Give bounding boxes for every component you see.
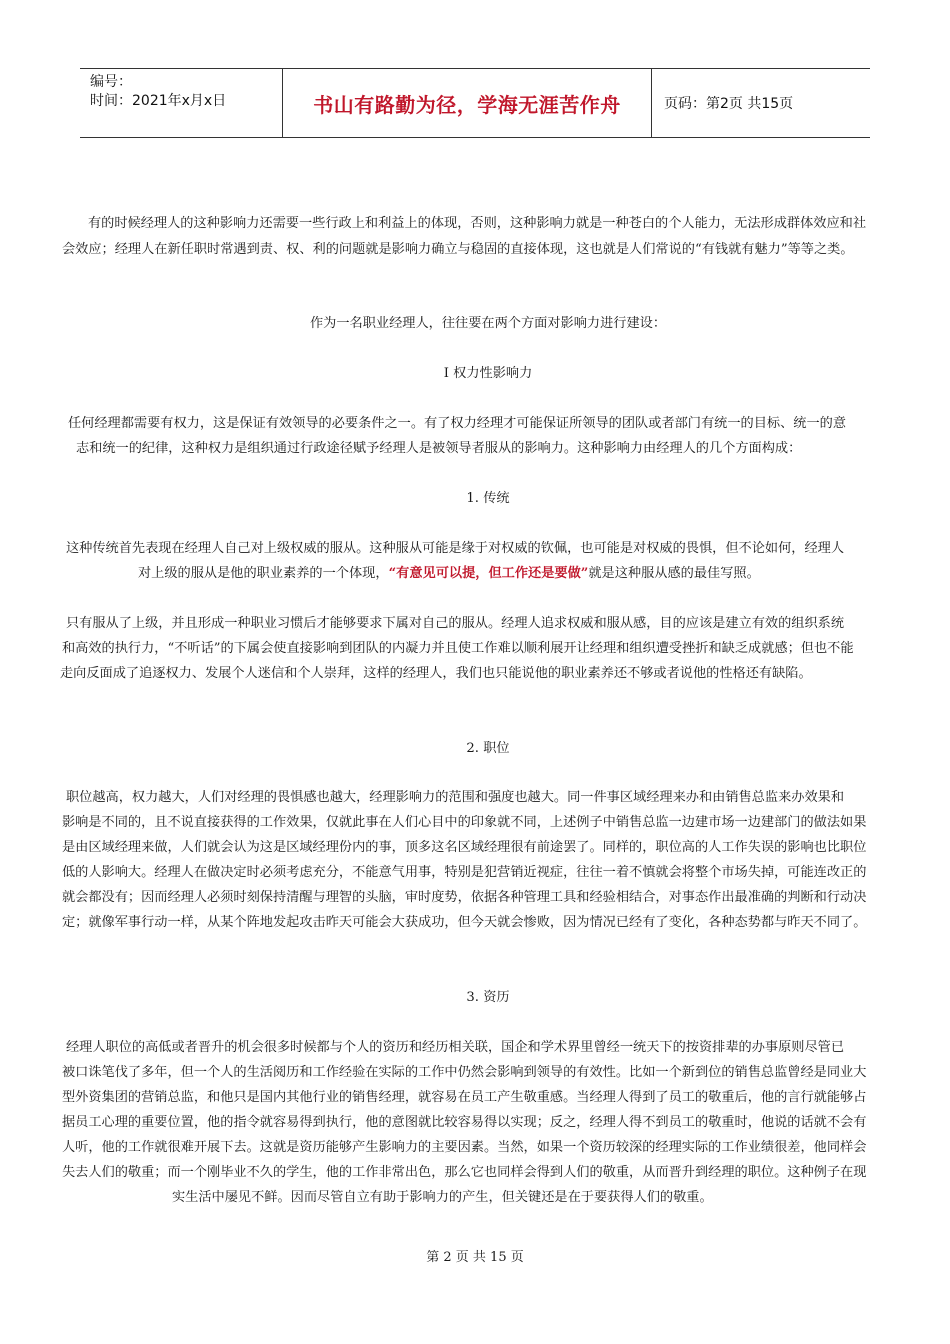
paragraph-line: 是由区域经理来做，人们就会认为这是区域经理份内的事，顶多这名区域经理很有前途罢了。同样的，职位高的人工作失误的影响也比职位 bbox=[62, 840, 867, 855]
subsection-heading: 3. 资历 bbox=[466, 990, 510, 1005]
section-heading: Ⅰ 权力性影响力 bbox=[443, 366, 533, 381]
paragraph-line: 有的时候经理人的这种影响力还需要一些行政上和利益上的体现，否则，这种影响力就是一种苍白的个人能力，无法形成群体效应和社 bbox=[88, 216, 867, 231]
paragraph-line: 影响是不同的，且不说直接获得的工作效果，仅就此事在人们心目中的印象就不同，上述例子中销售总监一边建市场一边建部门的做法如果 bbox=[62, 815, 867, 830]
time-label: 时间：2021年x月x日 bbox=[90, 93, 227, 109]
header-meta bbox=[80, 69, 282, 137]
text-run: 对上级的服从是他的职业素养的一个体现， bbox=[138, 566, 389, 581]
paragraph-line: 和高效的执行力，“不听话”的下属会使直接影响到团队的内凝力并且使工作难以顺利展开让经理和组织遭受挫折和缺乏成就感；但也不能 bbox=[62, 641, 854, 656]
subsection-heading: 2. 职位 bbox=[466, 741, 510, 756]
motto-text: 书山有路勤为径，学海无涯苦作舟 bbox=[313, 92, 621, 117]
paragraph-line: 会效应；经理人在新任职时常遇到责、权、利的问题就是影响力确立与稳固的直接体现，这也就是人们常说的“有钱就有魅力”等等之类。 bbox=[62, 242, 854, 257]
paragraph-line: 低的人影响大。经理人在做决定时必须考虑充分，不能意气用事，特别是犯营销近视症，往往一着不慎就会将整个市场失掉，可能连改正的 bbox=[62, 865, 867, 880]
text-run: 就是这种服从感的最佳写照。 bbox=[588, 566, 760, 581]
header-motto-cell bbox=[282, 69, 652, 137]
number-label: 编号： bbox=[90, 74, 132, 90]
paragraph-line: 任何经理都需要有权力，这是保证有效领导的必要条件之一。有了权力经理才可能保证所领导的团队或者部门有统一的目标、统一的意 bbox=[68, 416, 847, 431]
paragraph-line: 失去人们的敬重；而一个刚毕业不久的学生，他的工作非常出色，那么它也同样会得到人们的敬重，从而晋升到经理的职位。这种例子在现 bbox=[62, 1165, 867, 1180]
page-info: 页码：第2页 共15页 bbox=[664, 96, 794, 112]
paragraph-line: 职位越高，权力越大，人们对经理的畏惧感也越大，经理影响力的范围和强度也越大。同一件事区域经理来办和由销售总监来办效果和 bbox=[66, 790, 845, 805]
paragraph-line: 据员工心理的重要位置，他的指令就容易得到执行，他的意图就比较容易得以实现；反之，经理人得不到员工的敬重时，他说的话就不会有 bbox=[62, 1115, 867, 1130]
paragraph-line: 经理人职位的高低或者晋升的机会很多时候都与个人的资历和经历相关联，国企和学术界里曾经一统天下的按资排辈的办事原则尽管已 bbox=[66, 1040, 845, 1055]
subsection-heading: 1. 传统 bbox=[466, 491, 510, 506]
paragraph-line bbox=[62, 562, 914, 586]
paragraph-line: 型外资集团的营销总监，和他只是国内其他行业的销售经理，就容易在员工产生敬重感。当经理人得到了员工的敬重后，他的言行就能够占 bbox=[62, 1090, 867, 1105]
paragraph-line: 实生活中屡见不鲜。因而尽管自立有助于影响力的产生，但关键还是在于要获得人们的敬重。 bbox=[172, 1190, 713, 1205]
paragraph-line: 被口诛笔伐了多年，但一个人的生活阅历和工作经验在实际的工作中仍然会影响到领导的有效性。比如一个新到位的销售总监曾经是同业大 bbox=[62, 1065, 867, 1080]
intro-line: 作为一名职业经理人，往往要在两个方面对影响力进行建设： bbox=[309, 316, 667, 331]
paragraph-line: 这种传统首先表现在经理人自己对上级权威的服从。这种服从可能是缘于对权威的钦佩，也可能是对权威的畏惧，但不论如何，经理人 bbox=[66, 541, 845, 556]
paragraph-line: 志和统一的纪律，这种权力是组织通过行政途径赋予经理人是被领导者服从的影响力。这种影响力由经理人的几个方面构成： bbox=[76, 441, 802, 456]
paragraph-line: 只有服从了上级，并且形成一种职业习惯后才能够要求下属对自己的服从。经理人追求权威和服从感，目的应该是建立有效的组织系统 bbox=[66, 616, 845, 631]
page-header bbox=[80, 68, 870, 138]
paragraph-line: 定；就像军事行动一样，从某个阵地发起攻击昨天可能会大获成功，但今天就会惨败，因为情况已经有了变化，各种态势都与昨天不同了。 bbox=[62, 915, 867, 930]
paragraph-line: 走向反面成了追逐权力、发展个人迷信和个人崇拜，这样的经理人，我们也只能说他的职业素养还不够或者说他的性格还有缺陷。 bbox=[60, 666, 812, 681]
paragraph-line: 就会都没有；因而经理人必须时刻保持清醒与理智的头脑，审时度势，依据各种管理工具和经验相结合，对事态作出最准确的判断和行动决 bbox=[62, 890, 867, 905]
paragraph-line: 人听，他的工作就很难开展下去。这就是资历能够产生影响力的主要因素。当然，如果一个资历较深的经理实际的工作业绩很差，他同样会 bbox=[62, 1140, 867, 1155]
emphasis-quote: “有意见可以提，但工作还是要做” bbox=[388, 566, 589, 581]
page-footer: 第 2 页 共 15 页 bbox=[426, 1250, 524, 1265]
